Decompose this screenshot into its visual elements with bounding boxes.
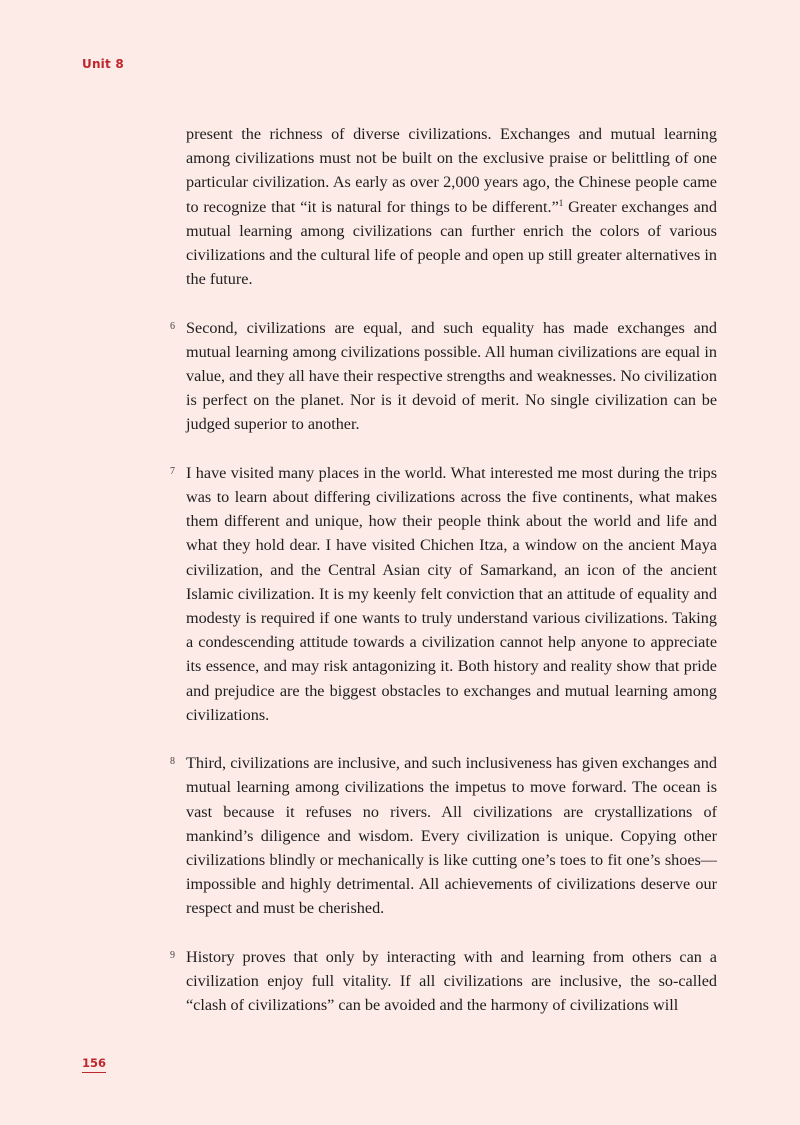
paragraph-6 (170, 316, 717, 437)
paragraph-text: present the richness of diverse civilizations. Exchanges and mutual learning among civilizations must not be built on the exclusive praise or belittling of one particular civilization. As early as over 2,000 years ago, the Chinese people came to recognize that “it is natural for things to be different.” (186, 125, 717, 216)
paragraph-text: Second, civilizations are equal, and such equality has made exchanges and mutual learning among civilizations possible. All human civilizations are equal in value, and they all have their respective strengths and weaknesses. No civilization is perfect on the planet. Nor is it devoid of merit. No single civilization can be judged superior to another. (186, 318, 717, 434)
footnote-marker[interactable]: 1 (558, 197, 564, 208)
paragraph-number: 6 (170, 320, 175, 332)
paragraph-text: Greater exchanges and mutual learning among civilizations can further enrich the colors of various civilizations and the cultural life of people and open up still greater alternatives in the future. (186, 197, 717, 289)
paragraph-9 (170, 945, 717, 1018)
paragraph-7 (170, 461, 717, 727)
paragraph-text: History proves that only by interacting with and learning from others can a civilization enjoy full vitality. If all civilizations are inclusive, the so-called “clash of civilizations” can be avoided and the harmony of civilizations will (186, 947, 717, 1015)
paragraph-number: 9 (170, 949, 175, 961)
paragraph-8 (170, 751, 717, 920)
paragraph-5-continued (186, 122, 717, 291)
page-number: 156 (82, 1056, 106, 1073)
paragraph-text: I have visited many places in the world. What interested me most during the trips was to learn about differing civilizations across the five continents, what makes them different and unique, how their people think about the world and life and what they hold dear. I have visited Chichen Itza, a window on the ancient Maya civilization, and the Central Asian city of Samarkand, an icon of the ancient Islamic civilization. It is my keenly felt conviction that an attitude of equality and modesty is required if one wants to truly understand various civilizations. Taking a condescending attitude towards a civilization cannot help anyone to appreciate its essence, and may risk antagonizing it. Both history and reality show that pride and prejudice are the biggest obstacles to exchanges and mutual learning among civilizations. (186, 463, 717, 724)
paragraph-number: 8 (170, 756, 175, 768)
body-text (170, 122, 717, 1042)
paragraph-number: 7 (170, 465, 175, 477)
paragraph-text: Third, civilizations are inclusive, and such inclusiveness has given exchanges and mutual learning among civilizations the impetus to move forward. The ocean is vast because it refuses no rivers. All civilizations are crystallizations of mankind’s diligence and wisdom. Every civilization is unique. Copying other civilizations blindly or mechanically is like cutting one’s toes to fit one’s shoes—impossible and highly detrimental. All achievements of civilizations deserve our respect and must be cherished. (186, 754, 717, 918)
unit-label: Unit 8 (82, 57, 124, 71)
